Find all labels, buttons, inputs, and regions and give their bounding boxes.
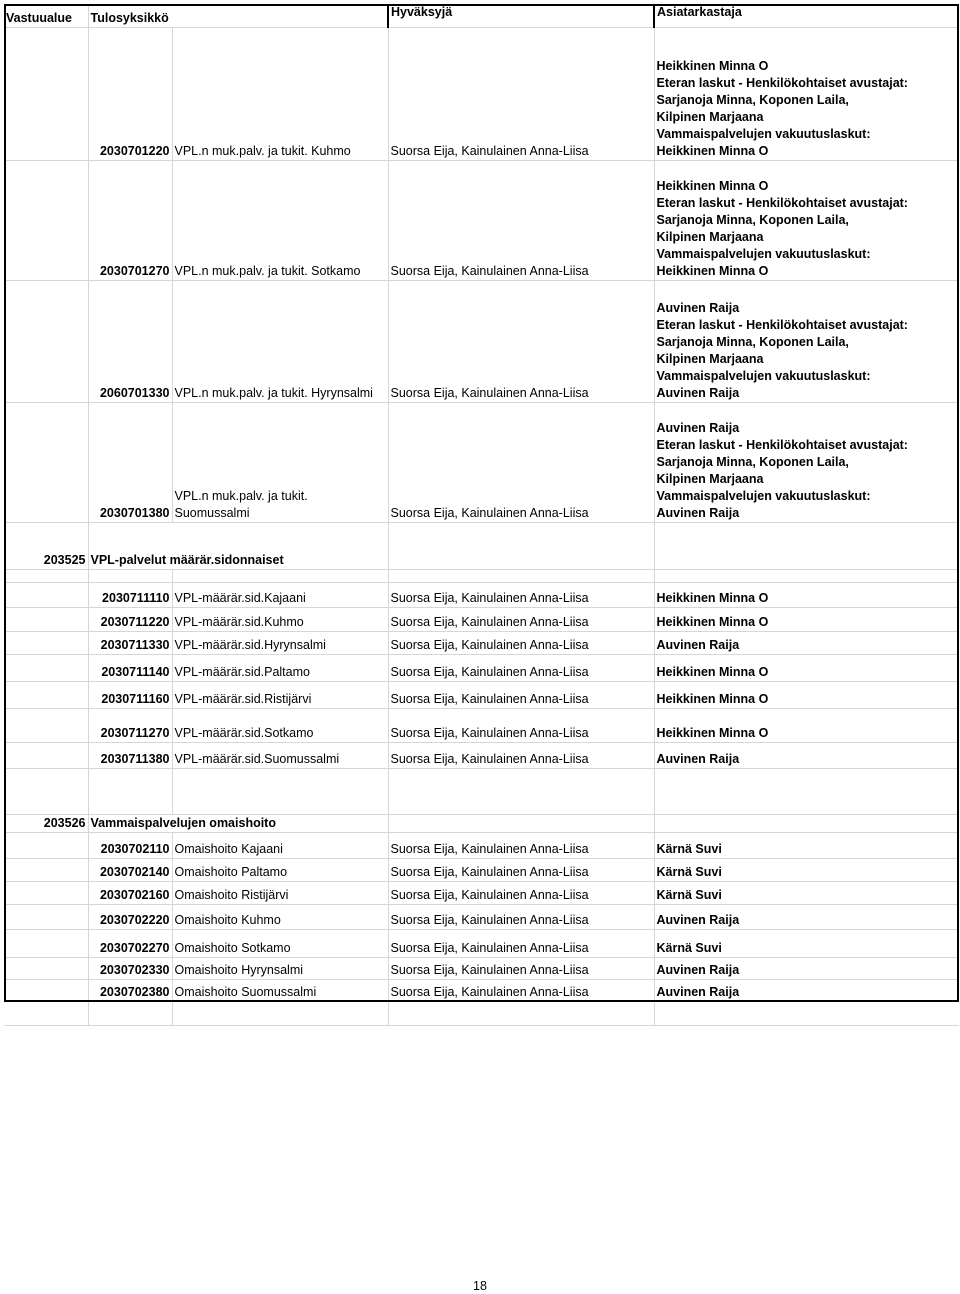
checker: Heikkinen Minna O xyxy=(654,608,959,632)
unit-name: VPL.n muk.palv. ja tukit. Sotkamo xyxy=(172,161,388,281)
table-row xyxy=(4,632,959,655)
table-row xyxy=(4,583,959,608)
unit-name: VPL.n muk.palv. ja tukit. Hyrynsalmi xyxy=(172,281,388,403)
checker: Auvinen Raija Eteran laskut - Henkilökohtaiset avustajat: Sarjanoja Minna, Koponen Laila, Kilpinen Marjaana Vammaispalvelujen vakuutuslaskut: Auvinen Raija xyxy=(654,403,959,523)
checker: Heikkinen Minna O xyxy=(654,682,959,709)
table-row xyxy=(4,859,959,882)
approver: Suorsa Eija, Kainulainen Anna-Liisa xyxy=(388,632,654,655)
checker: Heikkinen Minna O xyxy=(654,709,959,743)
unit-code: 2030702140 xyxy=(88,859,172,882)
unit-name: VPL-määrär.sid.Paltamo xyxy=(172,655,388,682)
vastuualue-cell xyxy=(4,28,88,161)
checker: Heikkinen Minna O Eteran laskut - Henkilökohtaiset avustajat: Sarjanoja Minna, Koponen Laila, Kilpinen Marjaana Vammaispalvelujen vakuutuslaskut: Heikkinen Minna O xyxy=(654,28,959,161)
approver: Suorsa Eija, Kainulainen Anna-Liisa xyxy=(388,682,654,709)
table-row xyxy=(4,161,959,281)
unit-name: Omaishoito Ristijärvi xyxy=(172,882,388,905)
checker: Kärnä Suvi xyxy=(654,882,959,905)
table-row xyxy=(4,980,959,1002)
empty-cell xyxy=(654,815,959,833)
table-row xyxy=(4,743,959,769)
checker: Auvinen Raija xyxy=(654,980,959,1002)
spacer-row xyxy=(4,1002,959,1026)
unit-name: VPL-määrär.sid.Suomussalmi xyxy=(172,743,388,769)
table-row xyxy=(4,682,959,709)
header-row xyxy=(4,4,959,28)
unit-code: 2030702330 xyxy=(88,958,172,980)
unit-code: 2030711140 xyxy=(88,655,172,682)
unit-code: 2030711220 xyxy=(88,608,172,632)
unit-name: VPL-määrär.sid.Hyrynsalmi xyxy=(172,632,388,655)
unit-name: VPL-määrär.sid.Ristijärvi xyxy=(172,682,388,709)
unit-code: 2030711270 xyxy=(88,709,172,743)
checker: Auvinen Raija xyxy=(654,905,959,930)
unit-code: 2030701220 xyxy=(88,28,172,161)
table-row xyxy=(4,958,959,980)
approver: Suorsa Eija, Kainulainen Anna-Liisa xyxy=(388,930,654,958)
empty-cell xyxy=(388,815,654,833)
unit-name: Omaishoito Paltamo xyxy=(172,859,388,882)
empty-cell xyxy=(388,523,654,570)
section-code: 203525 xyxy=(4,523,88,570)
unit-name: VPL.n muk.palv. ja tukit. Suomussalmi xyxy=(172,403,388,523)
unit-code: 2030702160 xyxy=(88,882,172,905)
header-tulosyksikko: Tulosyksikkö xyxy=(88,4,388,28)
unit-code: 2030711160 xyxy=(88,682,172,709)
unit-name: VPL-määrär.sid.Kuhmo xyxy=(172,608,388,632)
approver: Suorsa Eija, Kainulainen Anna-Liisa xyxy=(388,743,654,769)
header-hyvaksyja: Hyväksyjä xyxy=(388,4,654,28)
spacer-row xyxy=(4,769,959,815)
table-row xyxy=(4,709,959,743)
unit-code: 2030711380 xyxy=(88,743,172,769)
approver: Suorsa Eija, Kainulainen Anna-Liisa xyxy=(388,882,654,905)
page-number: 18 xyxy=(473,1279,487,1293)
unit-code: 2030711330 xyxy=(88,632,172,655)
vastuualue-cell xyxy=(4,161,88,281)
table-row xyxy=(4,905,959,930)
approver: Suorsa Eija, Kainulainen Anna-Liisa xyxy=(388,655,654,682)
unit-name: Omaishoito Sotkamo xyxy=(172,930,388,958)
checker: Kärnä Suvi xyxy=(654,833,959,859)
unit-code: 2060701330 xyxy=(88,281,172,403)
section-row xyxy=(4,523,959,570)
header-vastuualue: Vastuualue xyxy=(4,4,88,28)
unit-name: VPL.n muk.palv. ja tukit. Kuhmo xyxy=(172,28,388,161)
section-row xyxy=(4,815,959,833)
section-name: Vammaispalvelujen omaishoito xyxy=(88,815,388,833)
checker: Auvinen Raija xyxy=(654,743,959,769)
vastuualue-cell xyxy=(4,281,88,403)
checker: Auvinen Raija xyxy=(654,632,959,655)
table-row xyxy=(4,608,959,632)
approver: Suorsa Eija, Kainulainen Anna-Liisa xyxy=(388,905,654,930)
table-row xyxy=(4,281,959,403)
approver: Suorsa Eija, Kainulainen Anna-Liisa xyxy=(388,608,654,632)
checker: Heikkinen Minna O xyxy=(654,655,959,682)
table-row xyxy=(4,930,959,958)
unit-code: 2030701270 xyxy=(88,161,172,281)
unit-code: 2030702270 xyxy=(88,930,172,958)
approver: Suorsa Eija, Kainulainen Anna-Liisa xyxy=(388,28,654,161)
table-row xyxy=(4,28,959,161)
approver: Suorsa Eija, Kainulainen Anna-Liisa xyxy=(388,833,654,859)
vastuualue-cell xyxy=(4,403,88,523)
checker: Auvinen Raija xyxy=(654,958,959,980)
header-asiatarkastaja: Asiatarkastaja xyxy=(654,4,959,28)
unit-code: 2030702380 xyxy=(88,980,172,1002)
approver: Suorsa Eija, Kainulainen Anna-Liisa xyxy=(388,980,654,1002)
unit-name: Omaishoito Kuhmo xyxy=(172,905,388,930)
spacer-row xyxy=(4,570,959,583)
approver: Suorsa Eija, Kainulainen Anna-Liisa xyxy=(388,281,654,403)
checker: Heikkinen Minna O Eteran laskut - Henkilökohtaiset avustajat: Sarjanoja Minna, Koponen Laila, Kilpinen Marjaana Vammaispalvelujen vakuutuslaskut: Heikkinen Minna O xyxy=(654,161,959,281)
unit-code: 2030701380 xyxy=(88,403,172,523)
approver: Suorsa Eija, Kainulainen Anna-Liisa xyxy=(388,583,654,608)
section-name: VPL-palvelut määrär.sidonnaiset xyxy=(88,523,388,570)
checker: Auvinen Raija Eteran laskut - Henkilökohtaiset avustajat: Sarjanoja Minna, Koponen Laila, Kilpinen Marjaana Vammaispalvelujen vakuutuslaskut: Auvinen Raija xyxy=(654,281,959,403)
checker: Kärnä Suvi xyxy=(654,930,959,958)
approver: Suorsa Eija, Kainulainen Anna-Liisa xyxy=(388,161,654,281)
section-code: 203526 xyxy=(4,815,88,833)
approver: Suorsa Eija, Kainulainen Anna-Liisa xyxy=(388,403,654,523)
unit-name: VPL-määrär.sid.Kajaani xyxy=(172,583,388,608)
unit-name: Omaishoito Hyrynsalmi xyxy=(172,958,388,980)
approver: Suorsa Eija, Kainulainen Anna-Liisa xyxy=(388,958,654,980)
responsibility-table xyxy=(4,4,959,1026)
approver: Suorsa Eija, Kainulainen Anna-Liisa xyxy=(388,709,654,743)
unit-code: 2030702220 xyxy=(88,905,172,930)
unit-code: 2030711110 xyxy=(88,583,172,608)
approver: Suorsa Eija, Kainulainen Anna-Liisa xyxy=(388,859,654,882)
unit-name: Omaishoito Kajaani xyxy=(172,833,388,859)
table-row xyxy=(4,655,959,682)
table-row xyxy=(4,403,959,523)
table-row xyxy=(4,882,959,905)
table-row xyxy=(4,833,959,859)
checker: Heikkinen Minna O xyxy=(654,583,959,608)
checker: Kärnä Suvi xyxy=(654,859,959,882)
unit-code: 2030702110 xyxy=(88,833,172,859)
unit-name: Omaishoito Suomussalmi xyxy=(172,980,388,1002)
unit-name: VPL-määrär.sid.Sotkamo xyxy=(172,709,388,743)
empty-cell xyxy=(654,523,959,570)
